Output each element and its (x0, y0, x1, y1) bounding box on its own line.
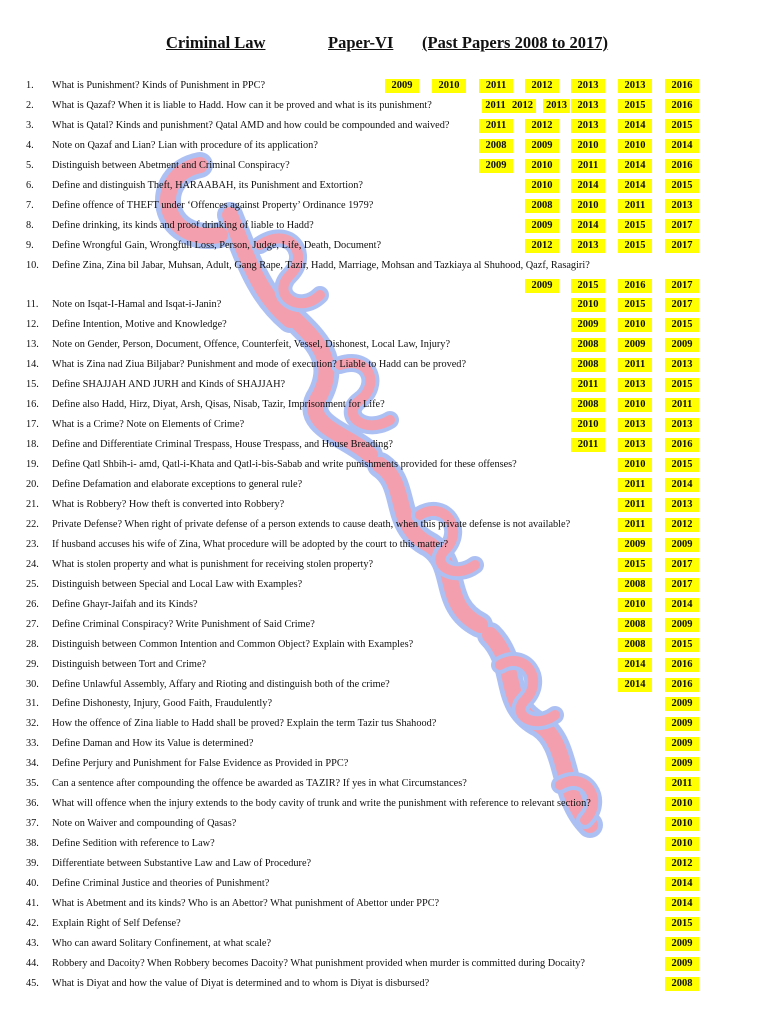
question-text: Define Zina, Zina bil Jabar, Muhsan, Adult, Gang Rape, Tazir, Hadd, Marriage, Mohsan and Tazkiaya al Shuhood, Qazf, Rasagiri? (52, 259, 590, 271)
question-row (0, 834, 768, 854)
year-badge: 2009 (525, 219, 559, 233)
question-row (0, 76, 768, 96)
year-badge: 2011 (482, 99, 509, 113)
year-badge: 2015 (665, 458, 699, 472)
year-badge: 2008 (618, 618, 652, 632)
question-row (0, 295, 768, 315)
question-row (0, 196, 768, 216)
year-badge: 2009 (525, 139, 559, 153)
year-badge: 2011 (571, 438, 605, 452)
question-text: Define drinking, its kinds and proof drinking of liable to Hadd? (52, 219, 314, 231)
year-badge: 2017 (665, 219, 699, 233)
question-row (0, 315, 768, 335)
question-row (0, 714, 768, 734)
year-badge: 2011 (618, 358, 652, 372)
year-badge: 2015 (571, 279, 605, 293)
year-badge: 2009 (385, 79, 419, 93)
question-number: 4. (26, 139, 34, 151)
question-text: Note on Waiver and compounding of Qasas? (52, 818, 237, 830)
year-badge: 2010 (571, 139, 605, 153)
question-text: What is Qatal? Kinds and punishment? Qatal AMD and how could be compounded and waived? (52, 119, 450, 131)
question-text: Distinguish between Abetment and Criminal Conspiracy? (52, 159, 290, 171)
question-text: Explain Right of Self Defense? (52, 917, 181, 929)
year-badge: 2009 (665, 937, 699, 951)
year-badge: 2016 (618, 279, 652, 293)
question-text: What is Qazaf? When it is liable to Hadd. How can it be proved and what is its punishment? (52, 99, 432, 111)
question-text: What will offence when the injury extends to the body cavity of trunk and write the punishment with reference to relevant section? (52, 798, 591, 810)
year-badge: 2010 (665, 797, 699, 811)
question-text: What is Robbery? How theft is converted into Robbery? (52, 498, 285, 510)
question-number: 43. (26, 937, 39, 949)
year-badge: 2009 (618, 338, 652, 352)
question-number: 40. (26, 878, 39, 889)
question-number: 5. (26, 159, 34, 171)
question-number: 30. (26, 678, 39, 690)
question-number: 42. (26, 917, 39, 929)
year-badge: 2011 (618, 199, 652, 213)
year-badge: 2017 (665, 558, 699, 572)
question-number: 11. (26, 299, 39, 311)
question-number: 36. (26, 798, 39, 810)
year-badge: 2013 (571, 239, 605, 253)
question-number: 22. (26, 518, 39, 530)
question-number: 1. (26, 80, 34, 91)
year-badge: 2008 (571, 358, 605, 372)
question-row (0, 455, 768, 475)
year-badge: 2013 (618, 378, 652, 392)
question-text: Define Sedition with reference to Law? (52, 838, 215, 850)
question-number: 14. (26, 359, 39, 371)
year-badge: 2014 (665, 139, 699, 153)
title-row (0, 33, 768, 57)
year-badge: 2014 (618, 159, 652, 173)
year-badge: 2016 (665, 658, 699, 672)
year-badge: 2013 (618, 438, 652, 452)
year-badge: 2017 (665, 578, 699, 592)
question-row (0, 116, 768, 136)
question-row (0, 874, 768, 894)
question-number: 35. (26, 778, 39, 790)
subject-title: Criminal Law (166, 33, 266, 52)
question-row (0, 96, 768, 116)
question-text: Distinguish between Special and Local Law with Examples? (52, 578, 303, 590)
question-number: 9. (26, 239, 34, 251)
question-number: 18. (26, 439, 39, 451)
question-number: 3. (26, 119, 34, 131)
year-badge: 2014 (618, 119, 652, 133)
question-text: What is Diyat and how the value of Diyat is determined and to whom is Diyat is disbursed? (52, 977, 430, 989)
year-badge: 2015 (618, 219, 652, 233)
year-badge: 2015 (665, 378, 699, 392)
question-number: 10. (26, 259, 39, 271)
question-number: 41. (26, 897, 39, 909)
question-text: Define Criminal Conspiracy? Write Punishment of Said Crime? (52, 618, 315, 630)
question-number: 34. (26, 758, 39, 770)
question-number: 23. (26, 538, 39, 550)
question-row (0, 475, 768, 495)
question-row (0, 136, 768, 156)
question-text: Differentiate between Substantive Law and Law of Procedure? (52, 858, 312, 870)
paper-title: Paper-VI (328, 33, 394, 52)
year-badge: 2011 (618, 478, 652, 492)
year-badge: 2015 (665, 179, 699, 193)
year-badge: 2009 (665, 538, 699, 552)
question-row (0, 814, 768, 834)
year-badge: 2016 (665, 99, 699, 113)
question-row (0, 934, 768, 954)
question-row (0, 974, 768, 994)
question-row (0, 595, 768, 615)
question-text: Can a sentence after compounding the offence be awarded as TAZIR? If yes in what Circumstances? (52, 778, 467, 790)
question-text: Define Ghayr-Jaifah and its Kinds? (52, 598, 198, 610)
question-number: 2. (26, 99, 34, 111)
question-row (0, 794, 768, 814)
question-row (0, 894, 768, 914)
year-badge: 2009 (571, 318, 605, 332)
year-badge: 2015 (665, 917, 699, 931)
question-text: Note on Isqat-I-Hamal and Isqat-i-Janin? (52, 299, 222, 311)
year-badge: 2014 (665, 478, 699, 492)
year-badge: 2011 (665, 398, 699, 412)
year-badge: 2011 (665, 777, 699, 791)
year-badge: 2011 (571, 378, 605, 392)
question-number: 29. (26, 658, 39, 670)
year-badge: 2014 (665, 877, 699, 891)
question-row (0, 515, 768, 535)
question-row (0, 555, 768, 575)
year-badge: 2012 (525, 79, 559, 93)
year-badge: 2008 (618, 638, 652, 652)
year-badge: 2014 (571, 179, 605, 193)
year-badge: 2009 (665, 618, 699, 632)
question-row (0, 176, 768, 196)
question-row (0, 615, 768, 635)
question-text: Define Criminal Justice and theories of Punishment? (52, 878, 270, 889)
question-number: 13. (26, 339, 39, 351)
year-badge: 2016 (665, 438, 699, 452)
year-badge: 2009 (665, 338, 699, 352)
year-badge: 2011 (479, 119, 513, 133)
year-badge: 2010 (665, 817, 699, 831)
question-number: 38. (26, 838, 39, 850)
question-row (0, 335, 768, 355)
year-badge: 2017 (665, 279, 699, 293)
question-number: 39. (26, 858, 39, 870)
year-badge: 2008 (479, 139, 513, 153)
question-number: 6. (26, 179, 34, 191)
question-text: Private Defense? When right of private defense of a person extends to cause death, when this private defense is not available? (52, 518, 571, 530)
year-badge: 2008 (525, 199, 559, 213)
year-badge: 2010 (618, 398, 652, 412)
question-row (0, 355, 768, 375)
year-badge: 2011 (618, 518, 652, 532)
year-badge: 2016 (665, 79, 699, 93)
year-badge: 2013 (571, 79, 605, 93)
question-row (0, 236, 768, 256)
question-text: Define Daman and How its Value is determined? (52, 738, 254, 750)
year-badge: 2013 (665, 199, 699, 213)
question-row (0, 854, 768, 874)
year-badge: 2010 (571, 418, 605, 432)
year-badge: 2013 (543, 99, 570, 113)
question-text: Define and distinguish Theft, HARAABAH, its Punishment and Extortion? (52, 179, 363, 191)
question-row (0, 734, 768, 754)
question-number: 21. (26, 498, 39, 510)
question-number: 12. (26, 319, 39, 331)
question-text: Note on Gender, Person, Document, Offence, Counterfeit, Vessel, Dishonest, Local Law, Injury? (52, 339, 451, 351)
question-row (0, 635, 768, 655)
year-badge: 2014 (665, 598, 699, 612)
question-row (0, 156, 768, 176)
year-badge: 2014 (571, 219, 605, 233)
question-number: 37. (26, 818, 39, 830)
question-text: Define Qatl Shbih-i- amd, Qatl-i-Khata and Qatl-i-bis-Sabab and write punishments provided for these offenses? (52, 459, 517, 471)
year-badge: 2017 (665, 239, 699, 253)
question-number: 17. (26, 419, 39, 431)
question-text: Define Perjury and Punishment for False Evidence as Provided in PPC? (52, 758, 349, 770)
question-row (0, 694, 768, 714)
question-number: 32. (26, 718, 39, 730)
question-number: 19. (26, 459, 39, 471)
year-badge: 2011 (618, 498, 652, 512)
question-row (0, 395, 768, 415)
year-badge: 2009 (665, 957, 699, 971)
question-row (0, 655, 768, 675)
year-badge: 2015 (618, 239, 652, 253)
year-badge: 2013 (571, 99, 605, 113)
question-text: Define offence of THEFT under ‘Offences against Property’ Ordinance 1979? (52, 199, 374, 211)
year-badge: 2015 (665, 119, 699, 133)
question-text: Who can award Solitary Confinement, at what scale? (52, 937, 272, 949)
question-row (0, 914, 768, 934)
year-badge: 2010 (571, 298, 605, 312)
year-badge: 2008 (618, 578, 652, 592)
question-text: If husband accuses his wife of Zina, What procedure will be adopted by the court to this matter? (52, 538, 449, 550)
question-row (0, 375, 768, 395)
year-badge: 2012 (509, 99, 536, 113)
question-text: Define also Hadd, Hirz, Diyat, Arsh, Qisas, Nisab, Tazir, Imprisonment for Life? (52, 399, 385, 411)
year-badge: 2009 (618, 538, 652, 552)
question-number: 16. (26, 399, 39, 411)
question-text: Define Wrongful Gain, Wrongfull Loss, Person, Judge, Life, Death, Document? (52, 239, 382, 251)
year-badge: 2015 (618, 298, 652, 312)
question-number: 7. (26, 199, 34, 211)
question-row (0, 535, 768, 555)
question-number: 24. (26, 558, 39, 570)
question-text: Robbery and Dacoity? When Robbery becomes Dacoity? What punishment provided when murder is committed during Docaity? (52, 957, 585, 969)
year-badge: 2013 (618, 418, 652, 432)
year-badge: 2014 (665, 897, 699, 911)
year-badge: 2009 (665, 737, 699, 751)
year-badge: 2010 (432, 79, 466, 93)
question-text: Note on Qazaf and Lian? Lian with procedure of its application? (52, 139, 318, 151)
year-badge: 2013 (618, 79, 652, 93)
question-number: 31. (26, 698, 39, 710)
year-badge: 2008 (571, 398, 605, 412)
year-badge: 2013 (665, 418, 699, 432)
year-badge: 2014 (618, 658, 652, 672)
question-number: 45. (26, 977, 39, 989)
range-title: (Past Papers 2008 to 2017) (422, 33, 609, 52)
year-badge: 2011 (479, 79, 513, 93)
question-text: Define Intention, Motive and Knowledge? (52, 319, 227, 331)
question-row (0, 774, 768, 794)
question-text: Define Defamation and elaborate exceptions to general rule? (52, 479, 303, 490)
question-row (0, 435, 768, 455)
year-badge: 2010 (525, 159, 559, 173)
question-number: 27. (26, 618, 39, 630)
question-number: 26. (26, 598, 39, 610)
year-badge: 2014 (618, 179, 652, 193)
year-badge: 2009 (479, 159, 513, 173)
year-badge: 2010 (525, 179, 559, 193)
year-badge: 2015 (618, 558, 652, 572)
question-text: What is Punishment? Kinds of Punishment in PPC? (52, 80, 266, 91)
question-text: Define SHAJJAH AND JURH and Kinds of SHAJJAH? (52, 379, 286, 391)
question-text: How the offence of Zina liable to Hadd shall be proved? Explain the term Tazir tus Shahood? (52, 718, 437, 730)
year-badge: 2012 (525, 119, 559, 133)
question-number: 8. (26, 219, 34, 231)
year-badge: 2012 (525, 239, 559, 253)
year-badge: 2016 (665, 159, 699, 173)
year-badge: 2015 (618, 99, 652, 113)
year-badge: 2010 (618, 458, 652, 472)
question-text: Define and Differentiate Criminal Trespass, House Trespass, and House Breading? (52, 439, 393, 451)
year-badge: 2008 (571, 338, 605, 352)
year-badge: 2015 (665, 638, 699, 652)
question-text: Distinguish between Common Intention and Common Object? Explain with Examples? (52, 638, 414, 650)
question-text: What is Abetment and its kinds? Who is an Abettor? What punishment of Abettor under PPC? (52, 897, 440, 909)
year-badge: 2010 (665, 837, 699, 851)
year-badge: 2008 (665, 977, 699, 991)
year-badge: 2013 (665, 358, 699, 372)
question-number: 20. (26, 479, 39, 490)
year-badge: 2011 (571, 159, 605, 173)
question-text: What is a Crime? Note on Elements of Crime? (52, 419, 245, 431)
question-number: 28. (26, 638, 39, 650)
question-row (0, 415, 768, 435)
question-number: 25. (26, 578, 39, 590)
question-row (0, 754, 768, 774)
question-number: 44. (26, 957, 39, 969)
year-badge: 2017 (665, 298, 699, 312)
year-badge: 2015 (665, 318, 699, 332)
question-row (0, 216, 768, 236)
year-badge: 2009 (665, 717, 699, 731)
year-badge: 2010 (618, 598, 652, 612)
question-text: What is Zina nad Ziua Biljabar? Punishment and mode of execution? Liable to Hadd can be proved? (52, 359, 467, 371)
question-row (0, 675, 768, 695)
year-badge: 2013 (571, 119, 605, 133)
year-badge: 2009 (665, 757, 699, 771)
question-row (0, 575, 768, 595)
year-badge: 2010 (571, 199, 605, 213)
year-badge: 2009 (525, 279, 559, 293)
year-badge: 2010 (618, 318, 652, 332)
question-row (0, 256, 768, 276)
year-badge: 2010 (618, 139, 652, 153)
question-row (0, 954, 768, 974)
year-badge: 2012 (665, 857, 699, 871)
question-text: Distinguish between Tort and Crime? (52, 658, 207, 670)
question-number: 33. (26, 738, 39, 750)
year-badge: 2012 (665, 518, 699, 532)
question-text: Define Unlawful Assembly, Affary and Rioting and distinguish both of the crime? (52, 678, 390, 690)
year-badge: 2009 (665, 697, 699, 711)
question-text: Define Dishonesty, Injury, Good Faith, Fraudulently? (52, 698, 273, 710)
year-badge: 2016 (665, 678, 699, 692)
question-row (0, 495, 768, 515)
question-text: What is stolen property and what is punishment for receiving stolen property? (52, 558, 374, 570)
question-number: 15. (26, 379, 39, 391)
year-badge: 2014 (618, 678, 652, 692)
question-row (0, 276, 768, 296)
year-badge: 2013 (665, 498, 699, 512)
